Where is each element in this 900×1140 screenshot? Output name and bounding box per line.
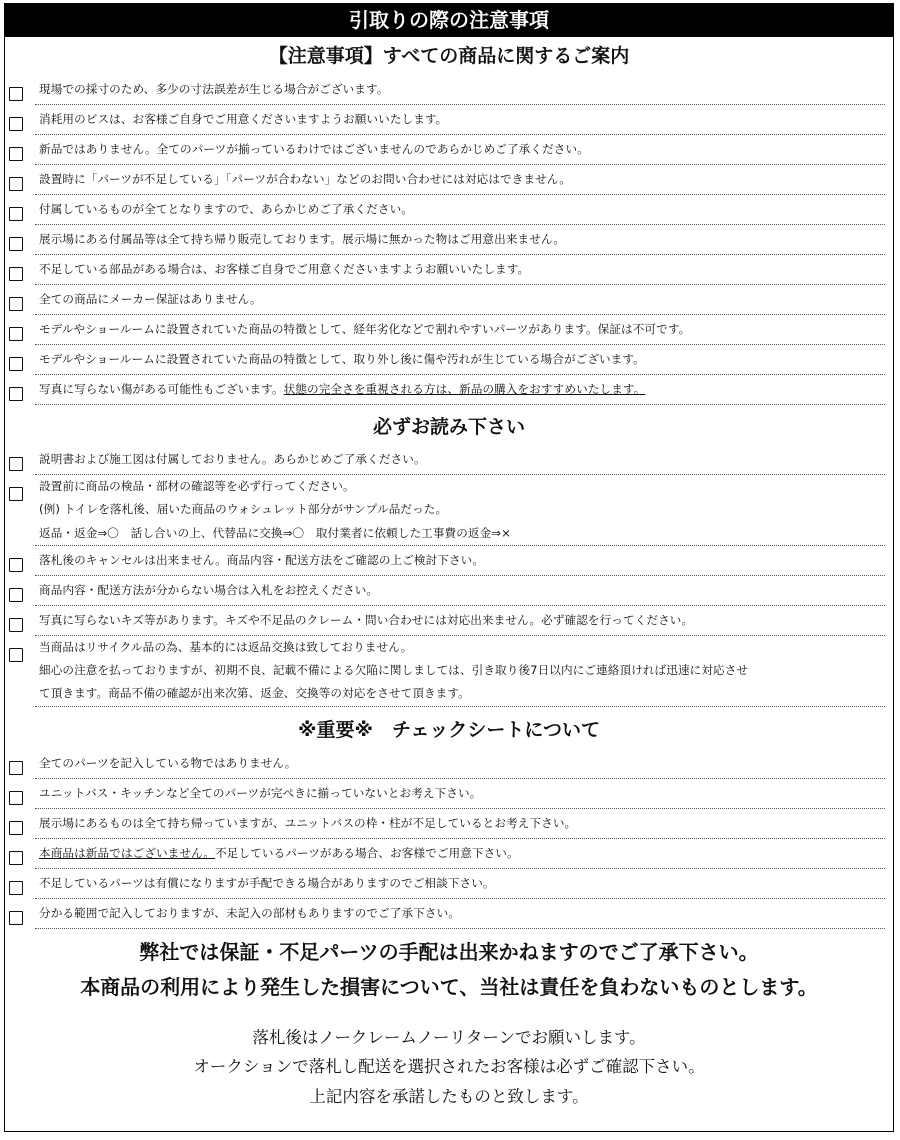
checklist-item: 全ての商品にメーカー保証はありません。: [35, 285, 885, 315]
checkbox[interactable]: [9, 267, 23, 281]
checklist-item: 新品ではありません。全てのパーツが揃っているわけではございませんのであらかじめご了承ください。: [35, 135, 885, 165]
checklist-item: 当商品はリサイクル品の為、基本的には返品交換は致しておりません。 細心の注意を払っておりますが、初期不良、記載不備による欠陥に関しましては、引き取り後7日以内にご連絡頂ければ迅速に対応させ て頂きます。商品不備の確認が出来次第、返金、交換等の対応をさせて頂きます。: [35, 636, 885, 707]
underlined-text: 状態の完全さを重視される方は、新品の購入をおすすめいたします。: [283, 382, 646, 396]
section1-checklist: [5, 75, 893, 405]
checkbox[interactable]: [9, 457, 23, 471]
disclaimer-line: 弊社では保証・不足パーツの手配は出来かねますのでご了承下さい。: [139, 939, 759, 964]
notice-sheet: [4, 3, 894, 1132]
section-title-notes: 【注意事項】すべての商品に関するご案内: [268, 45, 630, 67]
closing-line: オークションで落札し配送を選択されたお客様は必ずご確認下さい。: [193, 1057, 705, 1077]
disclaimer-line: 本商品の利用により発生した損害について、当社は責任を負わないものとします。: [80, 974, 818, 999]
item-text: 不足しているパーツがある場合、お客様でご用意下さい。: [215, 845, 519, 860]
checkbox[interactable]: [9, 117, 23, 131]
section2-checklist: [5, 445, 893, 707]
checkbox[interactable]: [9, 821, 23, 835]
checklist-item: 説明書および施工図は付属しておりません。あらかじめご了承ください。: [35, 445, 885, 475]
closing-line: 上記内容を承諾したものと致します。: [309, 1086, 589, 1106]
checkbox[interactable]: [9, 911, 23, 925]
section-title-must-read: 必ずお読み下さい: [372, 416, 525, 438]
checkbox[interactable]: [9, 237, 23, 251]
closing-line: 落札後はノークレームノーリターンでお願いします。: [252, 1027, 646, 1047]
checkbox[interactable]: [9, 618, 23, 632]
page-title: 引取りの際の注意事項: [5, 4, 893, 37]
checkbox[interactable]: [9, 207, 23, 221]
checkbox[interactable]: [9, 851, 23, 865]
checklist-item: 落札後のキャンセルは出来ません。商品内容・配送方法をご確認の上ご検討下さい。: [35, 546, 885, 576]
checklist-item: ユニットバス・キッチンなど全てのパーツが完ぺきに揃っていないとお考え下さい。: [35, 779, 885, 809]
checklist-item: 設置時に「パーツが不足している」「パーツが合わない」などのお問い合わせには対応はできません。: [35, 165, 885, 195]
checkbox[interactable]: [9, 558, 23, 572]
checkbox[interactable]: [9, 297, 23, 311]
checklist-item: モデルやショールームに設置されていた商品の特徴として、経年劣化などで割れやすいパーツがあります。保証は不可です。: [35, 315, 885, 345]
checkbox[interactable]: [9, 761, 23, 775]
checklist-item: 不足しているパーツは有償になりますが手配できる場合がありますのでご相談下さい。: [35, 869, 885, 899]
checklist-item: 消耗用のビスは、お客様ご自身でご用意くださいますようお願いいたします。: [35, 105, 885, 135]
closing-note: [5, 1023, 893, 1112]
underlined-text: 本商品は新品ではございません。: [39, 845, 216, 860]
checkbox[interactable]: [9, 327, 23, 341]
checklist-item: 現場での採寸のため、多少の寸法誤差が生じる場合がございます。: [35, 75, 885, 105]
checklist-item: 展示場にある付属品等は全て持ち帰り販売しております。展示場に無かった物はご用意出来ません。: [35, 225, 885, 255]
checkbox[interactable]: [9, 357, 23, 371]
checklist-item: 写真に写らないキズ等があります。キズや不足品のクレーム・問い合わせには対応出来ません。必ず確認を行ってください。: [35, 606, 885, 636]
section-title-checksheet: ※重要※ チェックシートについて: [298, 718, 600, 741]
section3-checklist: [5, 749, 893, 929]
checklist-item: [35, 375, 885, 405]
checkbox[interactable]: [9, 881, 23, 895]
checklist-item: 分かる範囲で記入しておりますが、未記入の部材もありますのでご了承下さい。: [35, 899, 885, 929]
checklist-item: 付属しているものが全てとなりますので、あらかじめご了承ください。: [35, 195, 885, 225]
checklist-item: [35, 839, 885, 869]
checklist-item: 不足している部品がある場合は、お客様ご自身でご用意くださいますようお願いいたします。: [35, 255, 885, 285]
checklist-item: 展示場にあるものは全て持ち帰っていますが、ユニットバスの枠・柱が不足しているとお考え下さい。: [35, 809, 885, 839]
checklist-item: モデルやショールームに設置されていた商品の特徴として、取り外し後に傷や汚れが生じている場合がございます。: [35, 345, 885, 375]
checkbox[interactable]: [9, 791, 23, 805]
checkbox[interactable]: [9, 177, 23, 191]
checkbox[interactable]: [9, 487, 23, 501]
checklist-item: 商品内容・配送方法が分からない場合は入札をお控えください。: [35, 576, 885, 606]
checklist-item: 設置前に商品の検品・部材の確認等を必ず行ってください。 (例) トイレを落札後、届いた商品のウォシュレット部分がサンプル品だった。 返品・返金⇒〇 話し合いの上、代替品に交換⇒〇 取付業者に依頼した工事費の返金⇒×: [35, 475, 885, 546]
checklist-item: 全てのパーツを記入している物ではありません。: [35, 749, 885, 779]
checkbox[interactable]: [9, 588, 23, 602]
checkbox[interactable]: [9, 648, 23, 662]
item-text: 写真に写らない傷がある可能性もございます。: [39, 382, 284, 396]
checkbox[interactable]: [9, 87, 23, 101]
checkbox[interactable]: [9, 387, 23, 401]
checkbox[interactable]: [9, 147, 23, 161]
disclaimer: [5, 935, 893, 1005]
